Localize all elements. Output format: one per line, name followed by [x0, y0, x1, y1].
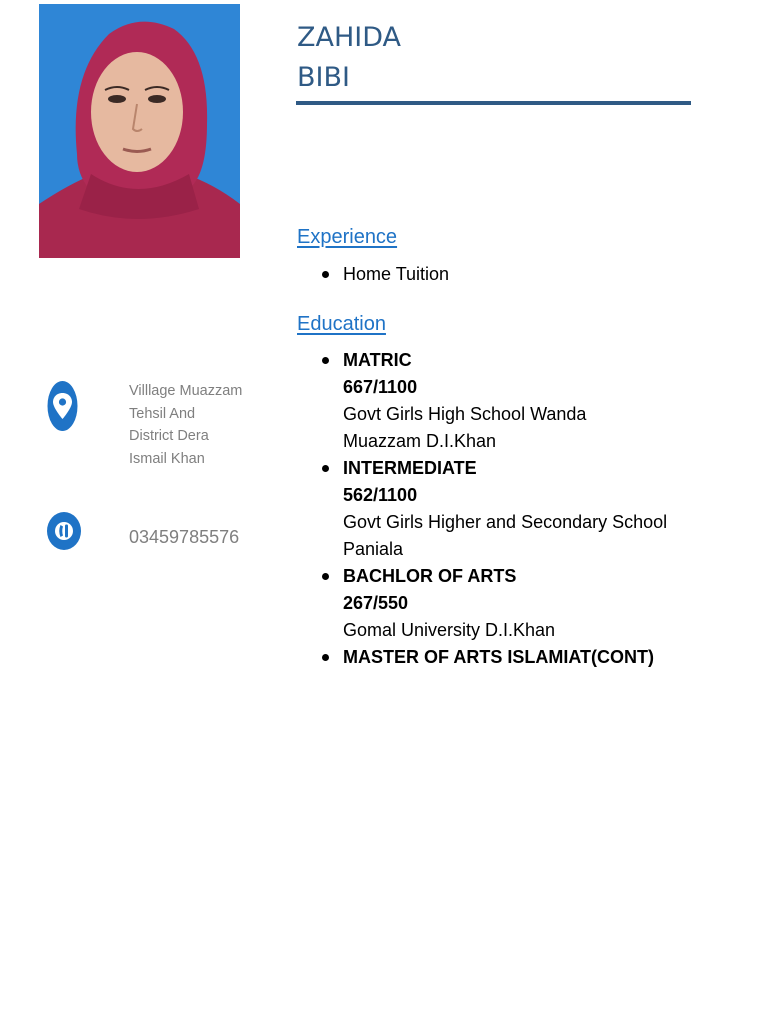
degree-title: MATRIC [343, 350, 412, 370]
location-pin-icon [46, 379, 79, 438]
list-item [320, 563, 667, 644]
candidate-name [297, 18, 697, 98]
degree-title: INTERMEDIATE [343, 458, 477, 478]
address [129, 380, 279, 470]
degree-score: 667/1100 [343, 377, 418, 397]
first-name: ZAHIDA [297, 22, 402, 53]
degree-title: BACHLOR OF ARTS [343, 566, 517, 586]
name-divider [296, 101, 691, 105]
address-line: District Dera [129, 428, 209, 444]
list-item: Home Tuition [320, 261, 449, 288]
institution-line: Muazzam D.I.Khan [343, 431, 497, 451]
last-name: BIBI [297, 62, 350, 93]
education-list [320, 347, 667, 671]
experience-list [320, 261, 449, 288]
degree-title: MASTER OF ARTS ISLAMIAT(CONT) [343, 647, 654, 667]
institution-line: Paniala [343, 539, 404, 559]
degree-score: 562/1100 [343, 485, 418, 505]
experience-heading: Experience [297, 226, 398, 248]
institution-line: Govt Girls Higher and Secondary School [343, 512, 668, 532]
list-item [320, 347, 667, 455]
list-item [320, 455, 667, 563]
address-line: Ismail Khan [129, 450, 205, 467]
profile-photo [39, 4, 240, 258]
degree-score: 267/550 [343, 593, 409, 613]
institution-line: Gomal University D.I.Khan [343, 620, 556, 640]
phone-number: 03459785576 [129, 527, 240, 547]
education-heading: Education [297, 313, 386, 335]
list-item [320, 644, 667, 671]
address-line: Villlage Muazzam [129, 383, 243, 399]
address-line: Tehsil And [129, 405, 196, 422]
phone-icon [46, 511, 82, 556]
institution-line: Govt Girls High School Wanda [343, 404, 587, 424]
